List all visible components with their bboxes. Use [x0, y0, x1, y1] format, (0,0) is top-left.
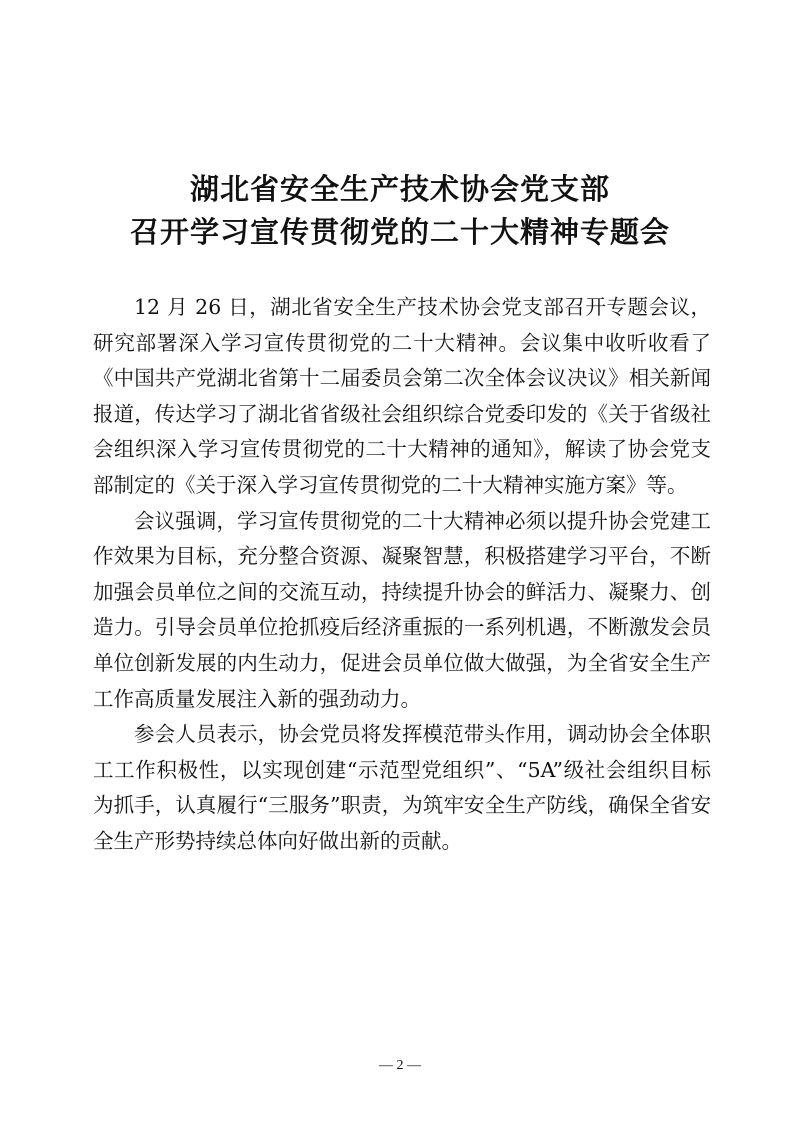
paragraph-2: 会议强调，学习宣传贯彻党的二十大精神必须以提升协会党建工作效果为目标，充分整合资源、凝聚智慧，积极搭建学习平台，不断加强会员单位之间的交流互动，持续提升协会的鲜活力、凝聚力、创造力。引导会员单位抢抓疫后经济重振的一系列机遇，不断激发会员单位创新发展的内生动力，促进会员单位做大做强，为全省安全生产工作高质量发展注入新的强劲动力。	[93, 508, 711, 711]
document-title	[90, 168, 710, 254]
title-line-1: 湖北省安全生产技术协会党支部	[189, 172, 610, 206]
document-body	[93, 290, 711, 860]
title-line-2: 召开学习宣传贯彻党的二十大精神专题会	[129, 215, 670, 249]
paragraph-3: 参会人员表示，协会党员将发挥模范带头作用，调动协会全体职工工作积极性，以实现创建“示范型党组织”、“5A”级社会组织目标为抓手，认真履行“三服务”职责，为筑牢安全生产防线，确保全省安全生产形势持续总体向好做出新的贡献。	[93, 722, 711, 853]
page-number: — 2 —	[379, 1058, 421, 1073]
paragraph-1: 12 月 26 日，湖北省安全生产技术协会党支部召开专题会议，研究部署深入学习宣传贯彻党的二十大精神。会议集中收听收看了《中国共产党湖北省第十二届委员会第二次全体会议决议》相关新闻报道，传达学习了湖北省省级社会组织综合党委印发的《关于省级社会组织深入学习宣传贯彻党的二十大精神的通知》，解读了协会党支部制定的《关于深入学习宣传贯彻党的二十大精神实施方案》等。	[93, 295, 711, 497]
